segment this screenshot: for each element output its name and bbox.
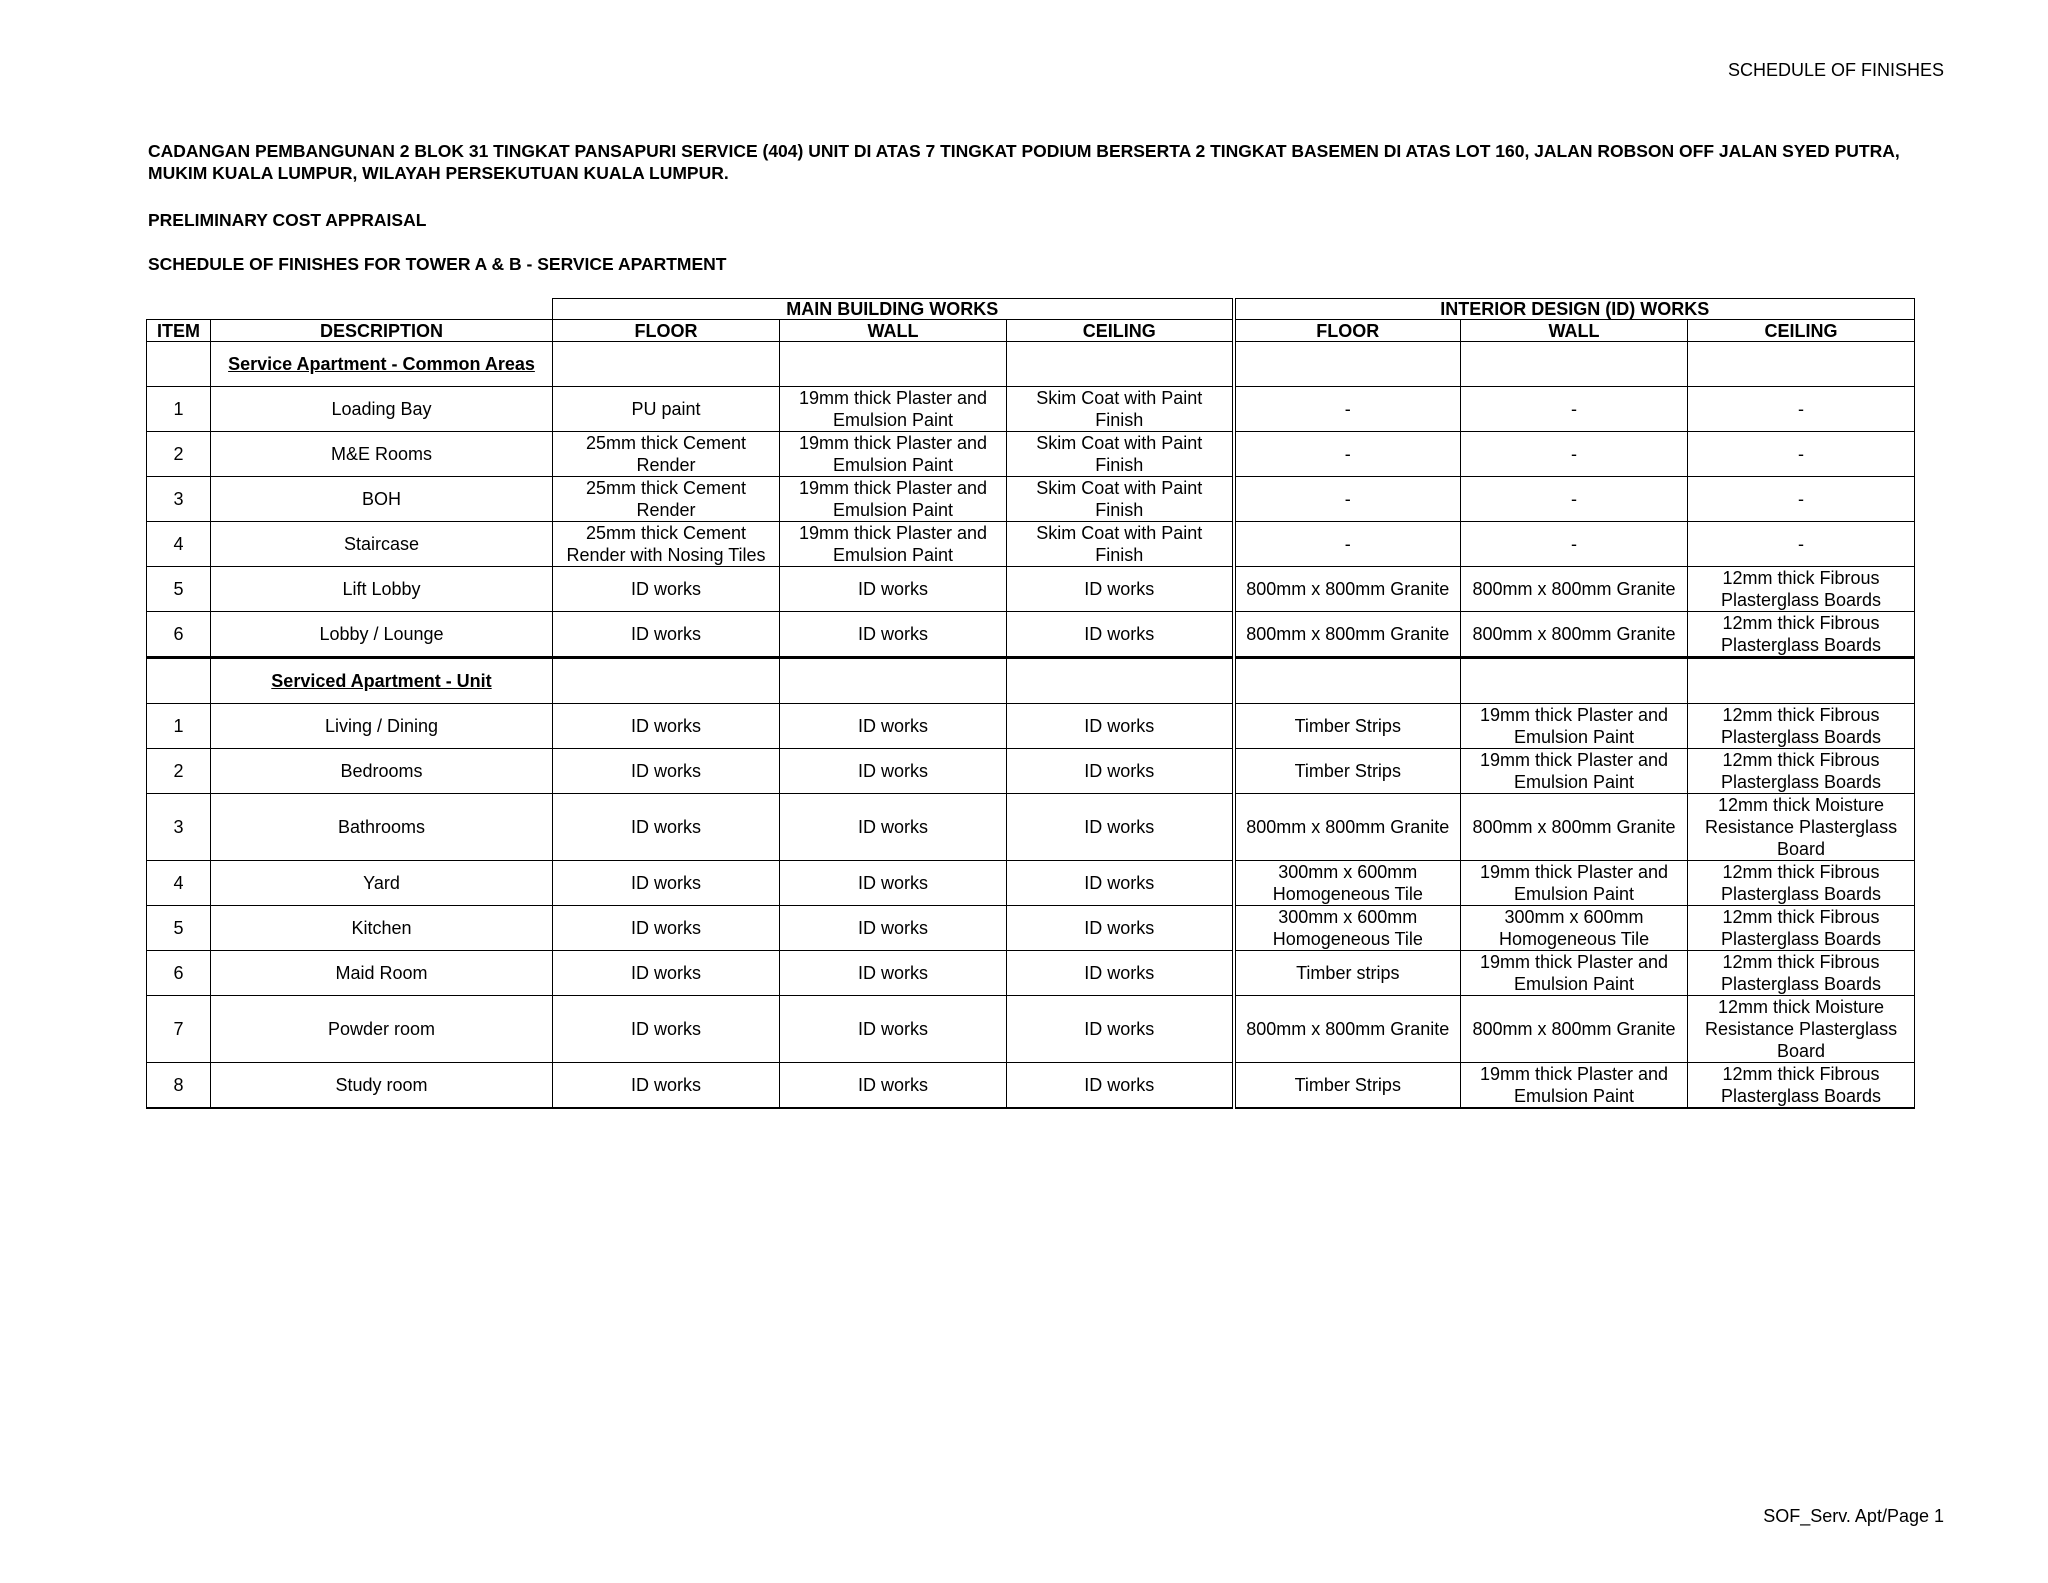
cell-ceiling: ID works — [1007, 612, 1234, 658]
cell-ceiling: Skim Coat with Paint Finish — [1007, 522, 1234, 567]
table-cell — [1007, 658, 1234, 704]
cell-id-floor: Timber Strips — [1234, 1063, 1461, 1109]
table-cell — [147, 342, 211, 387]
cell-ceiling: ID works — [1007, 906, 1234, 951]
cell-ceiling: ID works — [1007, 951, 1234, 996]
cell-item: 5 — [147, 567, 211, 612]
cell-id-ceiling: - — [1688, 387, 1915, 432]
cell-item: 6 — [147, 612, 211, 658]
cell-item: 2 — [147, 749, 211, 794]
cell-wall: 19mm thick Plaster and Emulsion Paint — [780, 522, 1007, 567]
cell-ceiling: Skim Coat with Paint Finish — [1007, 387, 1234, 432]
cell-id-floor: Timber strips — [1234, 951, 1461, 996]
table-cell — [1234, 658, 1461, 704]
cell-floor: ID works — [553, 1063, 780, 1109]
cell-id-floor: Timber Strips — [1234, 704, 1461, 749]
cell-floor: ID works — [553, 704, 780, 749]
group-header-blank — [147, 299, 553, 320]
cell-id-ceiling: 12mm thick Fibrous Plasterglass Boards — [1688, 906, 1915, 951]
col-header-ceiling: CEILING — [1007, 320, 1234, 342]
column-header-row — [147, 320, 1915, 342]
cell-floor: 25mm thick Cement Render — [553, 477, 780, 522]
cell-description: Yard — [211, 861, 553, 906]
table-row — [147, 477, 1915, 522]
cell-item: 6 — [147, 951, 211, 996]
section-header-row — [147, 658, 1915, 704]
cell-id-wall: 19mm thick Plaster and Emulsion Paint — [1461, 951, 1688, 996]
table-cell — [1461, 658, 1688, 704]
table-cell — [1688, 342, 1915, 387]
cell-ceiling: Skim Coat with Paint Finish — [1007, 432, 1234, 477]
table-row — [147, 749, 1915, 794]
cell-id-floor: - — [1234, 387, 1461, 432]
finishes-table — [146, 298, 1915, 1109]
cell-id-floor: 800mm x 800mm Granite — [1234, 612, 1461, 658]
cell-ceiling: ID works — [1007, 861, 1234, 906]
group-main-building-works: MAIN BUILDING WORKS — [553, 299, 1234, 320]
cell-description: Powder room — [211, 996, 553, 1063]
table-cell — [780, 342, 1007, 387]
cell-id-floor: - — [1234, 432, 1461, 477]
cell-ceiling: ID works — [1007, 567, 1234, 612]
cell-wall: ID works — [780, 1063, 1007, 1109]
cell-id-floor: Timber Strips — [1234, 749, 1461, 794]
project-title: CADANGAN PEMBANGUNAN 2 BLOK 31 TINGKAT PANSAPURI SERVICE (404) UNIT DI ATAS 7 TINGKAT PODIUM BERSERTA 2 TINGKAT BASEMEN DI ATAS LOT 160, JALAN ROBSON OFF JALAN SYED PUTRA, MUKIM KUALA LUMPUR, WILAYAH PERSEKUTUAN KUALA LUMPUR. — [148, 141, 1900, 183]
cell-id-wall: 19mm thick Plaster and Emulsion Paint — [1461, 861, 1688, 906]
cell-floor: 25mm thick Cement Render with Nosing Tiles — [553, 522, 780, 567]
table-row — [147, 522, 1915, 567]
cell-id-ceiling: 12mm thick Fibrous Plasterglass Boards — [1688, 704, 1915, 749]
cell-item: 3 — [147, 477, 211, 522]
cell-item: 1 — [147, 387, 211, 432]
cell-description: Maid Room — [211, 951, 553, 996]
cell-wall: ID works — [780, 861, 1007, 906]
appraisal-title: PRELIMINARY COST APPRAISAL — [148, 210, 427, 230]
cell-description: Lift Lobby — [211, 567, 553, 612]
cell-ceiling: ID works — [1007, 996, 1234, 1063]
cell-item: 7 — [147, 996, 211, 1063]
cell-id-ceiling: 12mm thick Fibrous Plasterglass Boards — [1688, 567, 1915, 612]
table-cell — [1234, 342, 1461, 387]
cell-item: 3 — [147, 794, 211, 861]
cell-id-ceiling: - — [1688, 477, 1915, 522]
cell-id-ceiling: 12mm thick Fibrous Plasterglass Boards — [1688, 861, 1915, 906]
cell-id-wall: - — [1461, 477, 1688, 522]
cell-id-ceiling: - — [1688, 432, 1915, 477]
cell-description: Kitchen — [211, 906, 553, 951]
cell-id-wall: - — [1461, 387, 1688, 432]
cell-id-wall: 300mm x 600mm Homogeneous Tile — [1461, 906, 1688, 951]
table-row — [147, 906, 1915, 951]
cell-item: 4 — [147, 861, 211, 906]
cell-id-wall: 800mm x 800mm Granite — [1461, 794, 1688, 861]
cell-ceiling: Skim Coat with Paint Finish — [1007, 477, 1234, 522]
cell-description: Staircase — [211, 522, 553, 567]
cell-wall: ID works — [780, 906, 1007, 951]
table-row — [147, 567, 1915, 612]
section-title: Serviced Apartment - Unit — [211, 658, 553, 704]
cell-wall: ID works — [780, 794, 1007, 861]
cell-id-wall: 19mm thick Plaster and Emulsion Paint — [1461, 749, 1688, 794]
cell-id-ceiling: 12mm thick Moisture Resistance Plasterglass Board — [1688, 794, 1915, 861]
cell-description: Lobby / Lounge — [211, 612, 553, 658]
table-row — [147, 432, 1915, 477]
cell-description: Bedrooms — [211, 749, 553, 794]
cell-id-wall: 19mm thick Plaster and Emulsion Paint — [1461, 1063, 1688, 1109]
cell-id-floor: 800mm x 800mm Granite — [1234, 996, 1461, 1063]
cell-ceiling: ID works — [1007, 704, 1234, 749]
col-header-id-wall: WALL — [1461, 320, 1688, 342]
cell-wall: ID works — [780, 612, 1007, 658]
cell-floor: ID works — [553, 612, 780, 658]
col-header-description: DESCRIPTION — [211, 320, 553, 342]
col-header-id-ceiling: CEILING — [1688, 320, 1915, 342]
cell-id-floor: 300mm x 600mm Homogeneous Tile — [1234, 861, 1461, 906]
cell-id-wall: 800mm x 800mm Granite — [1461, 612, 1688, 658]
group-interior-design-works: INTERIOR DESIGN (ID) WORKS — [1234, 299, 1915, 320]
document-header-label: SCHEDULE OF FINISHES — [1727, 60, 1944, 80]
cell-item: 5 — [147, 906, 211, 951]
table-cell — [1007, 342, 1234, 387]
col-header-item: ITEM — [147, 320, 211, 342]
cell-wall: ID works — [780, 704, 1007, 749]
section-header-row — [147, 342, 1915, 387]
cell-ceiling: ID works — [1007, 1063, 1234, 1109]
table-row — [147, 387, 1915, 432]
cell-id-ceiling: 12mm thick Fibrous Plasterglass Boards — [1688, 1063, 1915, 1109]
col-header-floor: FLOOR — [553, 320, 780, 342]
cell-id-ceiling: 12mm thick Moisture Resistance Plasterglass Board — [1688, 996, 1915, 1063]
cell-id-floor: - — [1234, 477, 1461, 522]
cell-id-floor: 800mm x 800mm Granite — [1234, 567, 1461, 612]
cell-description: Loading Bay — [211, 387, 553, 432]
cell-id-ceiling: 12mm thick Fibrous Plasterglass Boards — [1688, 749, 1915, 794]
cell-description: M&E Rooms — [211, 432, 553, 477]
table-cell — [1688, 658, 1915, 704]
cell-item: 1 — [147, 704, 211, 749]
table-cell — [147, 658, 211, 704]
cell-floor: ID works — [553, 749, 780, 794]
cell-floor: ID works — [553, 567, 780, 612]
table-row — [147, 704, 1915, 749]
table-cell — [553, 342, 780, 387]
table-row — [147, 612, 1915, 658]
cell-id-wall: 800mm x 800mm Granite — [1461, 567, 1688, 612]
table-cell — [1461, 342, 1688, 387]
cell-item: 2 — [147, 432, 211, 477]
group-header-row — [147, 299, 1915, 320]
page-footer-label: SOF_Serv. Apt/Page 1 — [1763, 1506, 1944, 1526]
schedule-title: SCHEDULE OF FINISHES FOR TOWER A & B - SERVICE APARTMENT — [148, 254, 727, 274]
cell-item: 8 — [147, 1063, 211, 1109]
cell-ceiling: ID works — [1007, 794, 1234, 861]
cell-wall: ID works — [780, 567, 1007, 612]
cell-id-floor: 300mm x 600mm Homogeneous Tile — [1234, 906, 1461, 951]
cell-id-floor: 800mm x 800mm Granite — [1234, 794, 1461, 861]
section-title: Service Apartment - Common Areas — [211, 342, 553, 387]
table-row — [147, 1063, 1915, 1109]
col-header-wall: WALL — [780, 320, 1007, 342]
table-cell — [553, 658, 780, 704]
cell-description: Study room — [211, 1063, 553, 1109]
cell-floor: ID works — [553, 996, 780, 1063]
cell-item: 4 — [147, 522, 211, 567]
cell-wall: 19mm thick Plaster and Emulsion Paint — [780, 432, 1007, 477]
cell-floor: 25mm thick Cement Render — [553, 432, 780, 477]
cell-floor: ID works — [553, 906, 780, 951]
cell-id-floor: - — [1234, 522, 1461, 567]
title-block — [148, 140, 1908, 274]
cell-wall: ID works — [780, 749, 1007, 794]
cell-wall: 19mm thick Plaster and Emulsion Paint — [780, 387, 1007, 432]
col-header-id-floor: FLOOR — [1234, 320, 1461, 342]
cell-description: BOH — [211, 477, 553, 522]
cell-floor: ID works — [553, 861, 780, 906]
table-row — [147, 861, 1915, 906]
cell-floor: ID works — [553, 951, 780, 996]
table-row — [147, 794, 1915, 861]
cell-description: Bathrooms — [211, 794, 553, 861]
cell-id-wall: - — [1461, 522, 1688, 567]
cell-id-ceiling: 12mm thick Fibrous Plasterglass Boards — [1688, 612, 1915, 658]
cell-id-ceiling: - — [1688, 522, 1915, 567]
table-row — [147, 951, 1915, 996]
cell-wall: 19mm thick Plaster and Emulsion Paint — [780, 477, 1007, 522]
cell-wall: ID works — [780, 996, 1007, 1063]
cell-description: Living / Dining — [211, 704, 553, 749]
cell-ceiling: ID works — [1007, 749, 1234, 794]
cell-floor: PU paint — [553, 387, 780, 432]
cell-id-wall: 800mm x 800mm Granite — [1461, 996, 1688, 1063]
cell-floor: ID works — [553, 794, 780, 861]
cell-id-wall: 19mm thick Plaster and Emulsion Paint — [1461, 704, 1688, 749]
cell-wall: ID works — [780, 951, 1007, 996]
cell-id-wall: - — [1461, 432, 1688, 477]
table-cell — [780, 658, 1007, 704]
cell-id-ceiling: 12mm thick Fibrous Plasterglass Boards — [1688, 951, 1915, 996]
table-row — [147, 996, 1915, 1063]
